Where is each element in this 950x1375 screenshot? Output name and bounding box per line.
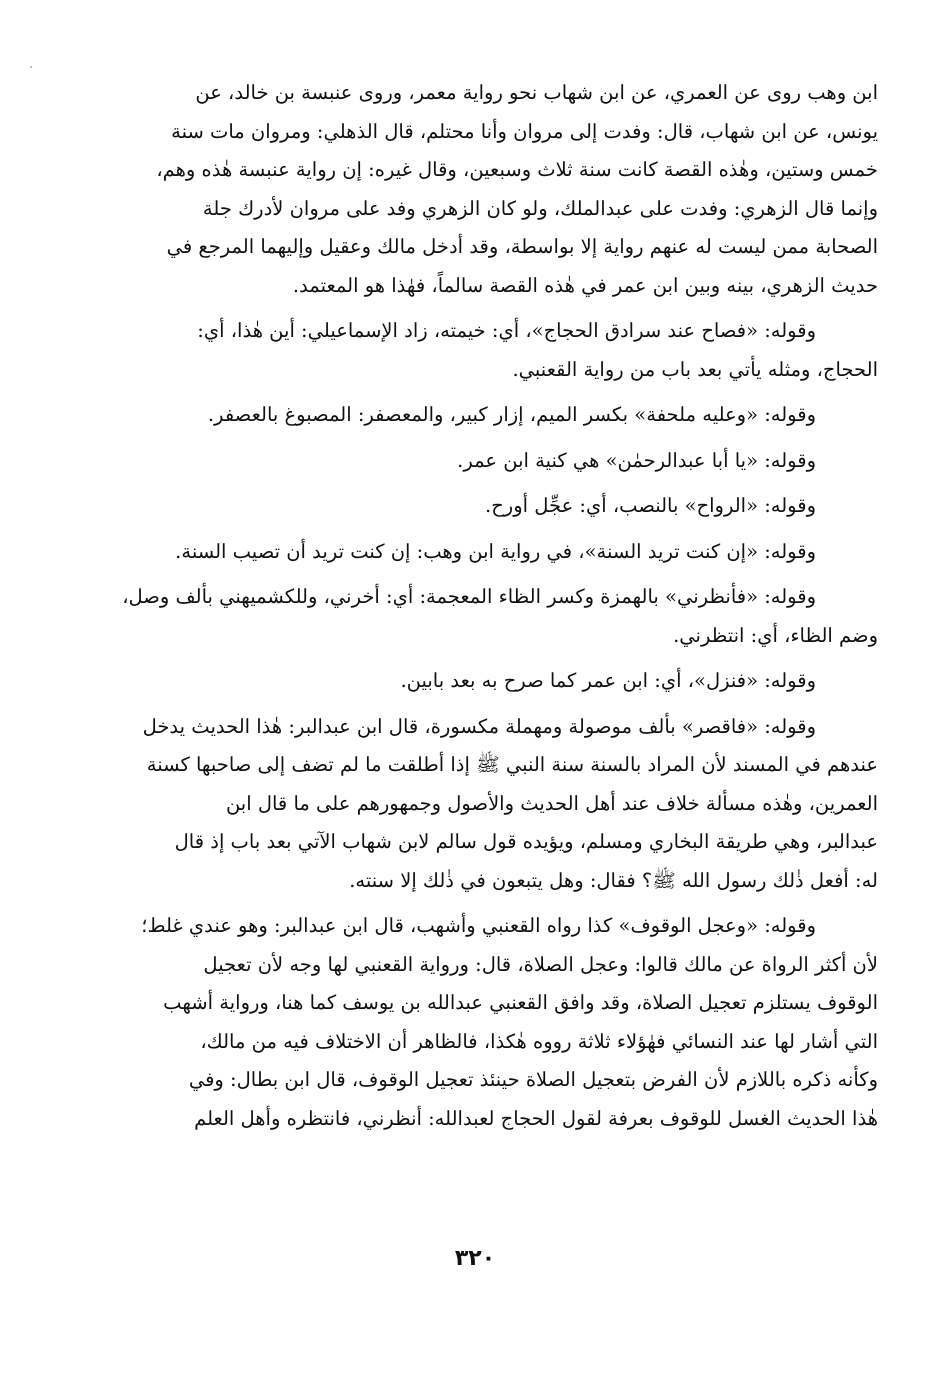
paragraph bbox=[70, 442, 878, 481]
text-line: التي أشار لها عند النسائي فهٰؤلاء ثلاثة رووه هٰكذا، فالظاهر أن الاختلاف فيه من مالك، bbox=[200, 1029, 878, 1053]
paragraph bbox=[70, 74, 878, 305]
paragraph bbox=[70, 708, 878, 901]
scan-speck bbox=[30, 66, 32, 68]
text-line: العمرين، وهٰذه مسألة خلاف عند أهل الحديث والأصول وجمهورهم على ما قال ابن bbox=[225, 791, 878, 815]
text-line: وقوله: «يا أبا عبدالرحمٰن» هي كنية ابن عمر. bbox=[457, 448, 816, 472]
text-line: حديث الزهري، بينه وبين ابن عمر في هٰذه القصة سالماً، فهٰذا هو المعتمد. bbox=[292, 273, 878, 297]
text-line: وقوله: «إن كنت تريد السنة»، في رواية ابن وهب: إن كنت تريد أن تصيب السنة. bbox=[175, 539, 816, 563]
paragraph bbox=[70, 662, 878, 701]
paragraph bbox=[70, 487, 878, 526]
paragraph bbox=[70, 533, 878, 572]
text-line: الحجاج، ومثله يأتي بعد باب من رواية القعنبي. bbox=[512, 357, 878, 381]
text-line: وكأنه ذكره باللازم لأن الفرض بتعجيل الصلاة حينئذ تعجيل الوقوف، قال ابن بطال: وفي bbox=[188, 1068, 878, 1091]
paragraph bbox=[70, 578, 878, 655]
text-line: وقوله: «وعليه ملحفة» بكسر الميم، إزار كبير، والمعصفر: المصبوغ بالعصفر. bbox=[207, 403, 816, 426]
text-line: الوقوف يستلزم تعجيل الصلاة، وقد وافق القعنبي عبدالله بن يوسف كما هنا، ورواية أشهب bbox=[163, 991, 878, 1014]
text-line: وقوله: «وعجل الوقوف» كذا رواه القعنبي وأشهب، قال ابن عبدالبر: وهو عندي غلط؛ bbox=[141, 914, 816, 937]
page-body bbox=[70, 74, 878, 1145]
text-line: لأن أكثر الرواة عن مالك قالوا: وعجل الصلاة، قال: ورواية القعنبي لها وجه لأن تعجيل bbox=[203, 952, 878, 976]
paragraph bbox=[70, 396, 878, 435]
text-line: ابن وهب روى عن العمري، عن ابن شهاب نحو رواية معمر، وروى عنبسة بن خالد، عن bbox=[195, 81, 878, 104]
text-line: عبدالبر، وهي طريقة البخاري ومسلم، ويؤيده قول سالم لابن شهاب الآتي بعد باب إذ قال bbox=[174, 830, 878, 853]
text-line: هٰذا الحديث الغسل للوقوف بعرفة لقول الحجاج لعبدالله: أنظرني، فانتظره وأهل العلم bbox=[194, 1106, 878, 1130]
text-line: وقوله: «فنزل»، أي: ابن عمر كما صرح به بعد بابين. bbox=[400, 669, 816, 692]
text-line: له: أفعل ذٰلك رسول الله ﷺ؟ فقال: وهل يتبعون في ذٰلك إلا سنته. bbox=[349, 868, 878, 892]
text-line: خمس وستين، وهٰذه القصة كانت سنة ثلاث وسبعين، وقال غيره: إن رواية عنبسة هٰذه وهم، bbox=[156, 158, 878, 181]
text-line: وإنما قال الزهري: وفدت على عبدالملك، ولو كان الزهري وفد على مروان لأدرك جلة bbox=[202, 196, 878, 220]
page-number: ٣٢٠ bbox=[454, 1246, 496, 1271]
text-line: وقوله: «فصاح عند سرادق الحجاج»، أي: خيمته، زاد الإسماعيلي: أين هٰذا، أي: bbox=[197, 319, 816, 342]
text-line: عندهم في المسند لأن المراد بالسنة سنة النبي ﷺ إذا أطلقت ما لم تضف إلى صاحبها كسنة bbox=[146, 753, 878, 776]
text-line: يونس، عن ابن شهاب، قال: وفدت إلى مروان وأنا محتلم، قال الذهلي: ومروان مات سنة bbox=[171, 119, 878, 143]
text-line: وقوله: «فأنظرني» بالهمزة وكسر الظاء المعجمة: أي: أخرني، وللكشميهني بألف وصل، bbox=[122, 585, 816, 608]
text-line: وضم الظاء، أي: انتظرني. bbox=[673, 623, 878, 647]
text-line: وقوله: «فاقصر» بألف موصولة ومهملة مكسورة، قال ابن عبدالبر: هٰذا الحديث يدخل bbox=[142, 714, 816, 738]
paragraph bbox=[70, 907, 878, 1138]
text-line: وقوله: «الرواح» بالنصب، أي: عجِّل أورح. bbox=[485, 494, 816, 517]
paragraph bbox=[70, 312, 878, 389]
text-line: الصحابة ممن ليست له عنهم رواية إلا بواسطة، وقد أدخل مالك وعقيل وإليهما المرجع في bbox=[166, 235, 878, 258]
